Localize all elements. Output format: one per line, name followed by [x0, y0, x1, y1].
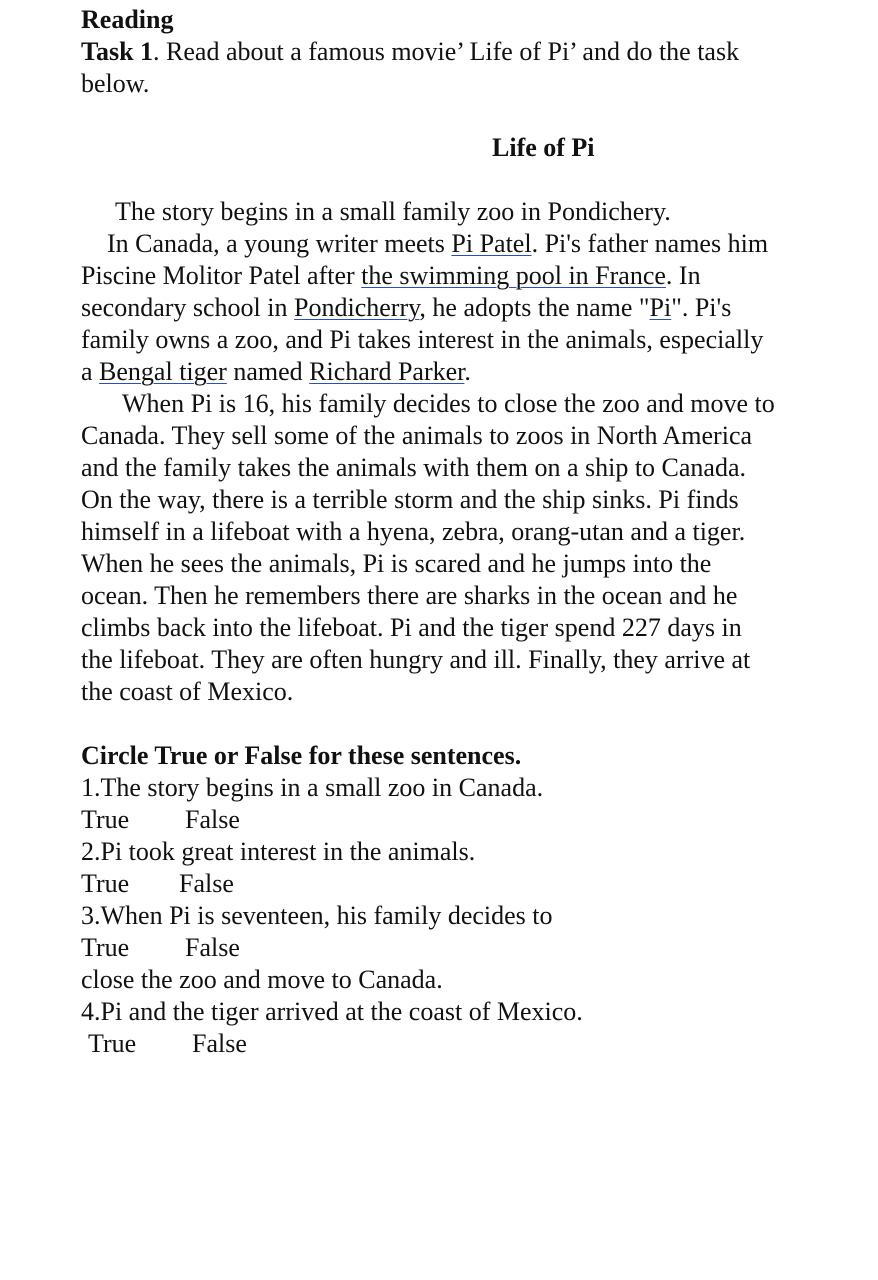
true-option[interactable]: True	[81, 933, 130, 962]
paragraph-3-line: When he sees the animals, Pi is scared and he jumps into the	[81, 549, 712, 578]
true-false-row-4	[81, 1028, 841, 1060]
paragraph-2-line-1: In Canada, a young writer meets Pi Patel. Pi's father names him	[107, 229, 769, 258]
false-option[interactable]: False	[192, 1029, 247, 1058]
paragraph-2-line-5: a Bengal tiger named Richard Parker.	[81, 357, 471, 386]
question-3-continuation: close the zoo and move to Canada.	[81, 965, 443, 994]
false-option[interactable]: False	[179, 869, 234, 898]
paragraph-3-line: himself in a lifeboat with a hyena, zebra, orang-utan and a tiger.	[81, 517, 746, 546]
spacer	[81, 100, 841, 132]
link-richard-parker[interactable]: Richard Parker	[309, 357, 465, 386]
paragraph-3-line: the lifeboat. They are often hungry and ill. Finally, they arrive at	[81, 645, 751, 674]
true-option[interactable]: True	[81, 805, 130, 834]
paragraph-1: The story begins in a small family zoo in Pondichery.	[115, 197, 671, 226]
question-4: 4.Pi and the tiger arrived at the coast of Mexico.	[81, 997, 583, 1026]
paragraph-2-line-3: secondary school in Pondicherry, he adopts the name "Pi". Pi's	[81, 293, 732, 322]
paragraph-2-line-2: Piscine Molitor Patel after the swimming pool in France. In	[81, 261, 701, 290]
false-option[interactable]: False	[185, 933, 240, 962]
paragraph-3-line: On the way, there is a terrible storm and the ship sinks. Pi finds	[81, 485, 739, 514]
spacer	[81, 164, 841, 196]
task-text: . Read about a famous movie’ Life of Pi’ and do the task	[153, 37, 740, 66]
paragraph-3-line: Canada. They sell some of the animals to zoos in North America	[81, 421, 753, 450]
paragraph-3-line: ocean. Then he remembers there are sharks in the ocean and he	[81, 581, 738, 610]
link-pondicherry[interactable]: Pondicherry	[294, 293, 420, 322]
task-line-2: below.	[81, 69, 150, 98]
true-false-row-3	[81, 932, 841, 964]
exercise-instruction: Circle True or False for these sentences.	[81, 741, 522, 770]
paragraph-3-line: When Pi is 16, his family decides to close the zoo and move to	[122, 389, 775, 418]
link-pi-patel[interactable]: Pi Patel	[451, 229, 532, 258]
article-title: Life of Pi	[492, 133, 595, 162]
task-line-1	[81, 36, 841, 68]
paragraph-3-line: climbs back into the lifeboat. Pi and the tiger spend 227 days in	[81, 613, 742, 642]
question-1: 1.The story begins in a small zoo in Canada.	[81, 773, 544, 802]
true-false-row-2	[81, 868, 841, 900]
section-heading: Reading	[81, 5, 174, 34]
link-pi[interactable]: Pi	[649, 293, 672, 322]
question-3: 3.When Pi is seventeen, his family decides to	[81, 901, 553, 930]
spacer	[81, 708, 841, 740]
paragraph-2-line-4: family owns a zoo, and Pi takes interest in the animals, especially	[81, 325, 764, 354]
true-option[interactable]: True	[81, 869, 130, 898]
document-page	[81, 4, 841, 1060]
link-bengal-tiger[interactable]: Bengal tiger	[99, 357, 227, 386]
false-option[interactable]: False	[185, 805, 240, 834]
question-2: 2.Pi took great interest in the animals.	[81, 837, 476, 866]
true-option[interactable]: True	[88, 1029, 137, 1058]
task-label: Task 1	[81, 37, 154, 66]
paragraph-3-line: the coast of Mexico.	[81, 677, 294, 706]
paragraph-3-line: and the family takes the animals with them on a ship to Canada.	[81, 453, 747, 482]
link-swimming-pool[interactable]: the swimming pool in France	[361, 261, 666, 290]
true-false-row-1	[81, 804, 841, 836]
